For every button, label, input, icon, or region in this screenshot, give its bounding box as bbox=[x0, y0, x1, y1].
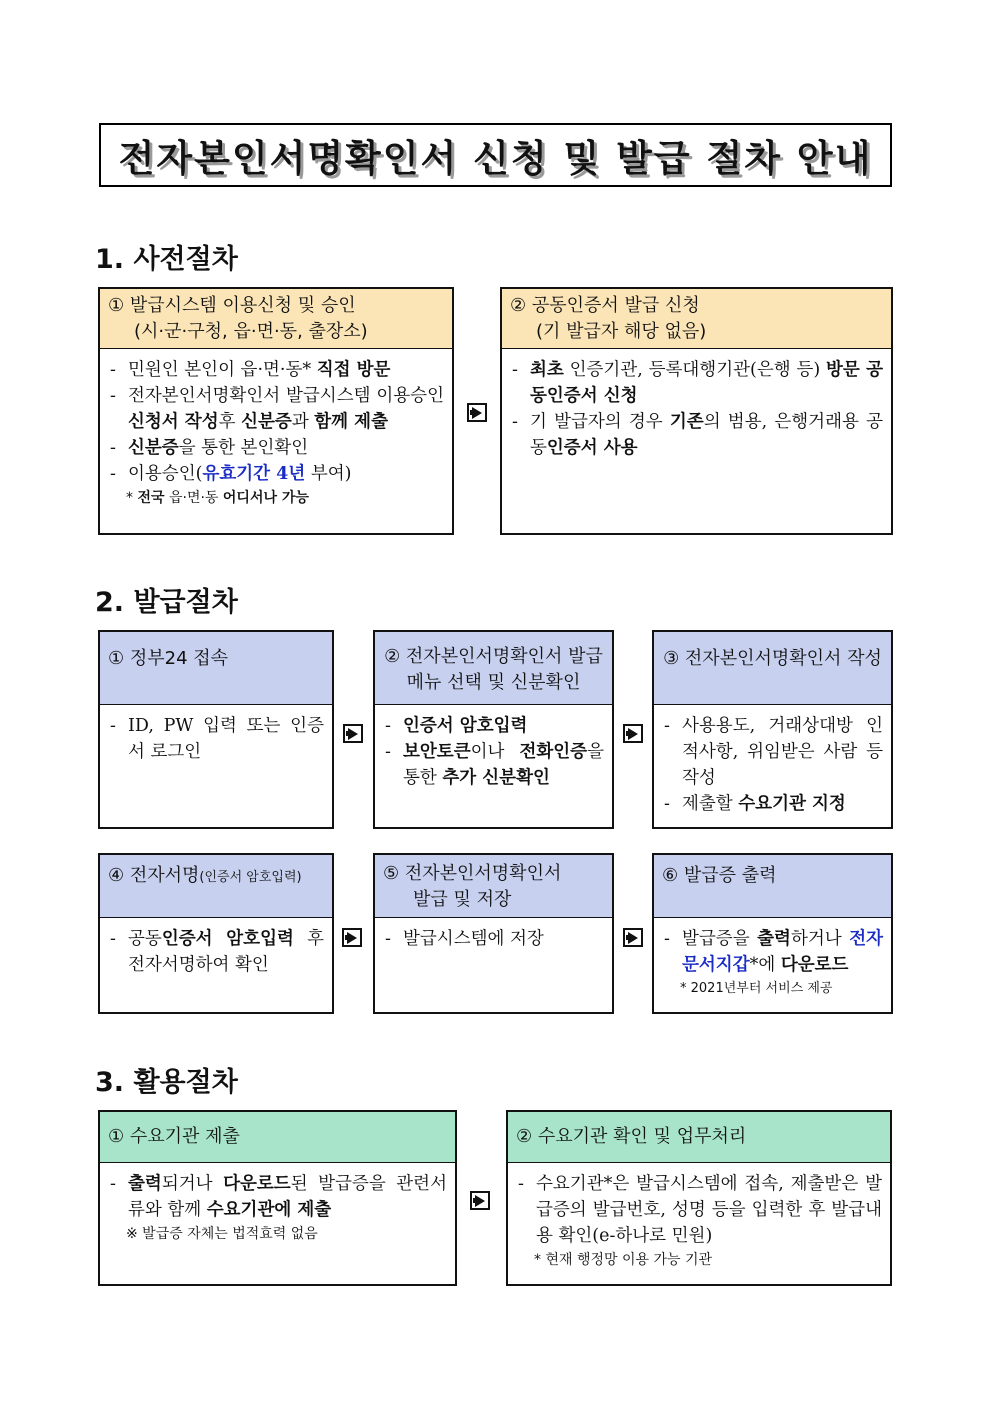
box-title: ② 공동인증서 발급 신청 bbox=[510, 295, 700, 316]
box-title: ① 정부24 접속 bbox=[108, 648, 229, 669]
box-header bbox=[375, 855, 612, 918]
box-subtitle: 메뉴 선택 및 신분확인 bbox=[406, 672, 581, 693]
box-body bbox=[100, 1163, 455, 1249]
section-heading-issuance: 2. 발급절차 bbox=[95, 587, 238, 618]
box-title: ① 발급시스템 이용신청 및 승인 bbox=[108, 295, 356, 316]
box-header bbox=[502, 289, 891, 349]
box-body bbox=[508, 1163, 890, 1275]
box-issue-save bbox=[373, 853, 614, 1014]
list-item: - 제출할 수요기관 지정 bbox=[664, 794, 846, 814]
document-title: 전자본인서명확인서 신청 및 발급 절차 안내 bbox=[118, 137, 873, 180]
box-header bbox=[100, 632, 332, 705]
box-header bbox=[100, 855, 332, 918]
list-item: - 사용용도, 거래상대방 인적사항, 위임받은 사람 등 작성 bbox=[664, 716, 883, 788]
list-item: - 발급증을 출력하거나 전자문서지갑*에 다운로드 bbox=[664, 929, 883, 975]
arrow-right-icon bbox=[343, 724, 363, 743]
box-header bbox=[654, 632, 891, 705]
box-header bbox=[654, 855, 891, 918]
arrow-right-icon bbox=[342, 928, 362, 947]
list-item: - 보안토큰이나 전화인증을 통한 추가 신분확인 bbox=[385, 742, 604, 788]
box-agency-verify bbox=[506, 1110, 892, 1286]
box-print-receipt bbox=[652, 853, 893, 1014]
box-menu-select bbox=[373, 630, 614, 829]
box-body bbox=[100, 349, 452, 513]
arrow-right-icon bbox=[470, 1191, 490, 1210]
box-certificate-issuance bbox=[500, 287, 893, 535]
box-submit-agency bbox=[98, 1110, 457, 1286]
arrow-right-icon bbox=[623, 724, 643, 743]
box-body bbox=[100, 918, 332, 982]
box-body bbox=[100, 705, 332, 769]
box-header bbox=[100, 289, 452, 349]
box-subtitle: (시·군·구청, 읍·면·동, 출장소) bbox=[134, 321, 368, 342]
document-title-box bbox=[99, 123, 892, 187]
box-title: ④ 전자서명 bbox=[108, 865, 200, 886]
box-body bbox=[654, 918, 891, 1004]
box-header bbox=[375, 632, 612, 705]
box-subtitle: 발급 및 저장 bbox=[413, 889, 512, 910]
footnote: ※ 발급증 자체는 법적효력 없음 bbox=[126, 1226, 318, 1242]
box-system-registration bbox=[98, 287, 454, 535]
footnote: * 전국 읍·면·동 어디서나 가능 bbox=[126, 490, 309, 506]
box-title: ① 수요기관 제출 bbox=[108, 1126, 240, 1147]
list-item: - 기 발급자의 경우 기존의 범용, 은행거래용 공동인증서 사용 bbox=[512, 412, 883, 458]
box-digital-signature bbox=[98, 853, 334, 1014]
list-item: - 공동인증서 암호입력 후 전자서명하여 확인 bbox=[110, 929, 324, 975]
box-body bbox=[654, 705, 891, 821]
section-heading-preparation: 1. 사전절차 bbox=[95, 244, 238, 275]
box-header bbox=[100, 1112, 455, 1163]
list-item: - 민원인 본인이 읍·면·동* 직접 방문 bbox=[110, 360, 391, 380]
section-heading-utilization: 3. 활용절차 bbox=[95, 1067, 238, 1098]
box-header bbox=[508, 1112, 890, 1163]
box-title: ② 수요기관 확인 및 업무처리 bbox=[516, 1126, 747, 1147]
arrow-right-icon bbox=[467, 403, 487, 422]
list-item: - 출력되거나 다운로드된 발급증을 관련서류와 함께 수요기관에 제출 bbox=[110, 1174, 447, 1220]
box-form-write bbox=[652, 630, 893, 829]
footnote: * 현재 행정망 이용 가능 기관 bbox=[534, 1252, 713, 1268]
box-title: ③ 전자본인서명확인서 작성 bbox=[663, 648, 882, 669]
list-item: - 발급시스템에 저장 bbox=[385, 929, 544, 949]
list-item: - 수요기관*은 발급시스템에 접속, 제출받은 발급증의 발급번호, 성명 등을 입력한 후 발급내용 확인(e-하나로 민원) bbox=[518, 1174, 882, 1246]
list-item: - 전자본인서명확인서 발급시스템 이용승인 신청서 작성후 신분증과 함께 제출 bbox=[110, 386, 444, 432]
list-item: - 신분증을 통한 본인확인 bbox=[110, 438, 309, 458]
box-body bbox=[375, 705, 612, 795]
list-item: - 인증서 암호입력 bbox=[385, 716, 528, 736]
arrow-right-icon bbox=[623, 928, 643, 947]
list-item: - 이용승인(유효기간 4년 부여) bbox=[110, 464, 352, 484]
box-body bbox=[502, 349, 891, 465]
box-title: ② 전자본인서명확인서 발급 bbox=[384, 646, 603, 667]
box-title: ⑥ 발급증 출력 bbox=[662, 865, 777, 886]
list-item: - 최초 인증기관, 등록대행기관(은행 등) 방문 공동인증서 신청 bbox=[512, 360, 884, 406]
box-subtitle: (기 발급자 해당 없음) bbox=[536, 321, 707, 342]
list-item: - ID, PW 입력 또는 인증서 로그인 bbox=[110, 716, 324, 762]
footnote: * 2021년부터 서비스 제공 bbox=[680, 981, 833, 996]
box-subtitle: (인증서 암호입력) bbox=[199, 870, 302, 885]
box-title: ⑤ 전자본인서명확인서 bbox=[383, 863, 562, 884]
box-body bbox=[375, 918, 612, 956]
box-gov24-access bbox=[98, 630, 334, 829]
